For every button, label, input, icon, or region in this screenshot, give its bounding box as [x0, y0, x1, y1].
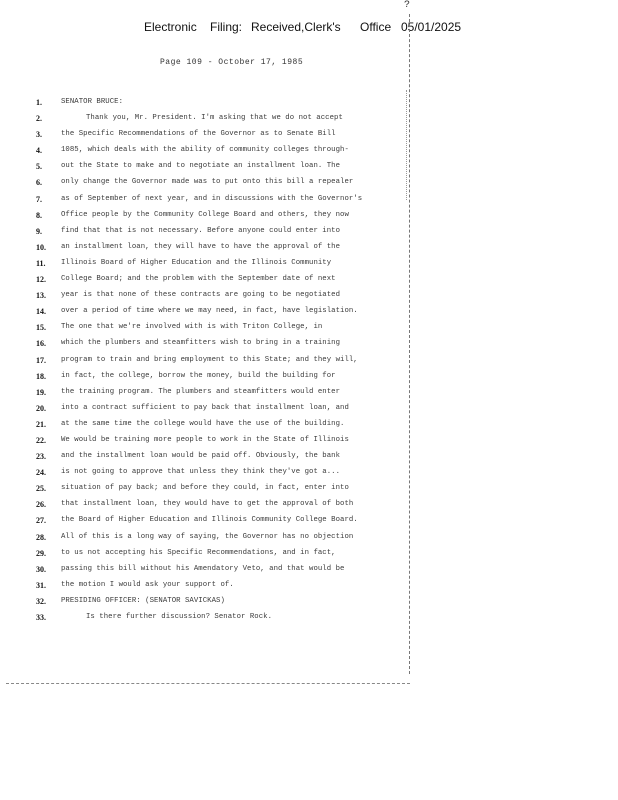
line-number: 31.	[36, 580, 46, 590]
line-text: and the installment loan would be paid off. Obviously, the bank	[61, 452, 341, 461]
line-number: 15.	[36, 323, 46, 333]
transcript-line	[0, 533, 618, 549]
transcript-lines	[0, 98, 618, 629]
line-text: the motion I would ask your support of.	[61, 580, 234, 589]
line-text: year is that none of these contracts are going to be negotiated	[61, 291, 341, 300]
transcript-line	[0, 211, 618, 227]
line-number: 10.	[36, 242, 46, 252]
transcript-line	[0, 597, 618, 613]
line-text: the Specific Recommendations of the Governor as to Senate Bill	[61, 130, 336, 139]
line-text: SENATOR BRUCE:	[61, 98, 124, 106]
transcript-line	[0, 243, 618, 259]
transcript-line	[0, 436, 618, 452]
line-text: only change the Governor made was to put onto this bill a repealer	[61, 178, 354, 187]
filing-stamp-header	[0, 20, 618, 38]
line-text: out the State to make and to negotiate an installment loan. The	[61, 162, 341, 171]
line-text: We would be training more people to work in the State of Illinois	[61, 435, 349, 444]
transcript-line	[0, 549, 618, 565]
corner-mark: ?	[404, 0, 411, 11]
line-text: to us not accepting his Specific Recommendations, and in fact,	[61, 548, 336, 557]
transcript-line	[0, 404, 618, 420]
line-number: 22.	[36, 435, 46, 445]
header-electronic: Electronic	[144, 20, 197, 34]
line-number: 8.	[36, 210, 42, 220]
line-number: 23.	[36, 452, 46, 462]
transcript-line	[0, 372, 618, 388]
line-text: 1085, which deals with the ability of community colleges through-	[61, 146, 349, 155]
line-number: 12.	[36, 275, 46, 285]
line-number: 29.	[36, 548, 46, 558]
transcript-line	[0, 516, 618, 532]
page-title: Page 109 - October 17, 1985	[160, 58, 304, 67]
line-number: 7.	[36, 194, 42, 204]
line-text: at the same time the college would have the use of the building.	[61, 419, 345, 428]
line-number: 18.	[36, 371, 46, 381]
line-number: 33.	[36, 613, 46, 622]
transcript-line	[0, 468, 618, 484]
line-text: into a contract sufficient to pay back that installment loan, and	[61, 403, 349, 412]
line-number: 11.	[36, 258, 46, 268]
transcript-line	[0, 227, 618, 243]
transcript-line	[0, 291, 618, 307]
transcript-line	[0, 178, 618, 194]
transcript-line	[0, 275, 618, 291]
transcript-line	[0, 581, 618, 597]
line-number: 4.	[36, 146, 42, 156]
transcript-line	[0, 420, 618, 436]
line-text: All of this is a long way of saying, the Governor has no objection	[61, 532, 354, 541]
line-number: 19.	[36, 387, 46, 397]
line-text: PRESIDING OFFICER: (SENATOR SAVICKAS)	[61, 596, 225, 605]
transcript-line	[0, 452, 618, 468]
line-number: 25.	[36, 484, 46, 494]
line-number: 27.	[36, 516, 46, 526]
line-number: 26.	[36, 500, 46, 510]
line-number: 16.	[36, 339, 46, 349]
line-number: 5.	[36, 162, 42, 172]
line-number: 20.	[36, 403, 46, 413]
line-number: 9.	[36, 226, 42, 236]
transcript-line	[0, 500, 618, 516]
line-number: 28.	[36, 532, 46, 542]
line-number: 32.	[36, 596, 46, 606]
transcript-line	[0, 130, 618, 146]
line-number: 14.	[36, 307, 46, 317]
line-text: The one that we're involved with is with Triton College, in	[61, 323, 323, 332]
header-office: Office	[360, 20, 392, 34]
transcript-line	[0, 307, 618, 323]
transcript-line	[0, 388, 618, 404]
line-number: 17.	[36, 355, 46, 365]
line-text: in fact, the college, borrow the money, build the building for	[61, 371, 336, 380]
line-text: over a period of time where we may need, in fact, have legislation.	[61, 307, 358, 316]
header-filing: Filing:	[210, 20, 243, 34]
transcript-line	[0, 146, 618, 162]
bottom-rule	[6, 683, 410, 684]
line-text: the Board of Higher Education and Illinois Community College Board.	[61, 516, 358, 525]
transcript-line	[0, 323, 618, 339]
transcript-line	[0, 339, 618, 355]
line-number: 3.	[36, 130, 42, 140]
line-text: College Board; and the problem with the September date of next	[61, 275, 336, 284]
line-number: 21.	[36, 419, 46, 429]
line-text: is not going to approve that unless they think they've got a...	[61, 468, 341, 477]
transcript-line	[0, 195, 618, 211]
transcript-line	[0, 259, 618, 275]
line-number: 30.	[36, 564, 46, 574]
line-number: 6.	[36, 178, 42, 188]
line-text: program to train and bring employment to this State; and they will,	[61, 355, 358, 364]
line-text: passing this bill without his Amendatory Veto, and that would be	[61, 564, 345, 573]
line-text: an installment loan, they will have to have the approval of the	[61, 242, 341, 251]
line-text: as of September of next year, and in discussions with the Governor's	[61, 194, 363, 203]
line-text: Office people by the Community College Board and others, they now	[61, 210, 349, 219]
line-number: 1.	[36, 98, 42, 107]
header-date: 05/01/2025	[401, 20, 462, 34]
line-text: that installment loan, they would have to get the approval of both	[61, 500, 354, 509]
line-number: 24.	[36, 468, 46, 478]
transcript-line	[0, 484, 618, 500]
header-received: Received,Clerk's	[251, 20, 341, 34]
line-text: the training program. The plumbers and steamfitters would enter	[61, 387, 341, 396]
line-number: 2.	[36, 114, 42, 124]
line-text: Thank you, Mr. President. I'm asking that we do not accept	[86, 114, 343, 123]
line-text: Illinois Board of Higher Education and the Illinois Community	[61, 258, 332, 267]
transcript-line	[0, 565, 618, 581]
transcript-line	[0, 613, 618, 629]
line-text: situation of pay back; and before they could, in fact, enter into	[61, 484, 349, 493]
transcript-line	[0, 356, 618, 372]
line-text: Is there further discussion? Senator Rock.	[86, 613, 273, 621]
line-text: which the plumbers and steamfitters wish to bring in a training	[61, 339, 341, 348]
line-text: find that that is not necessary. Before anyone could enter into	[61, 226, 341, 235]
transcript-line	[0, 162, 618, 178]
transcript-line	[0, 98, 618, 114]
line-number: 13.	[36, 291, 46, 301]
transcript-line	[0, 114, 618, 130]
